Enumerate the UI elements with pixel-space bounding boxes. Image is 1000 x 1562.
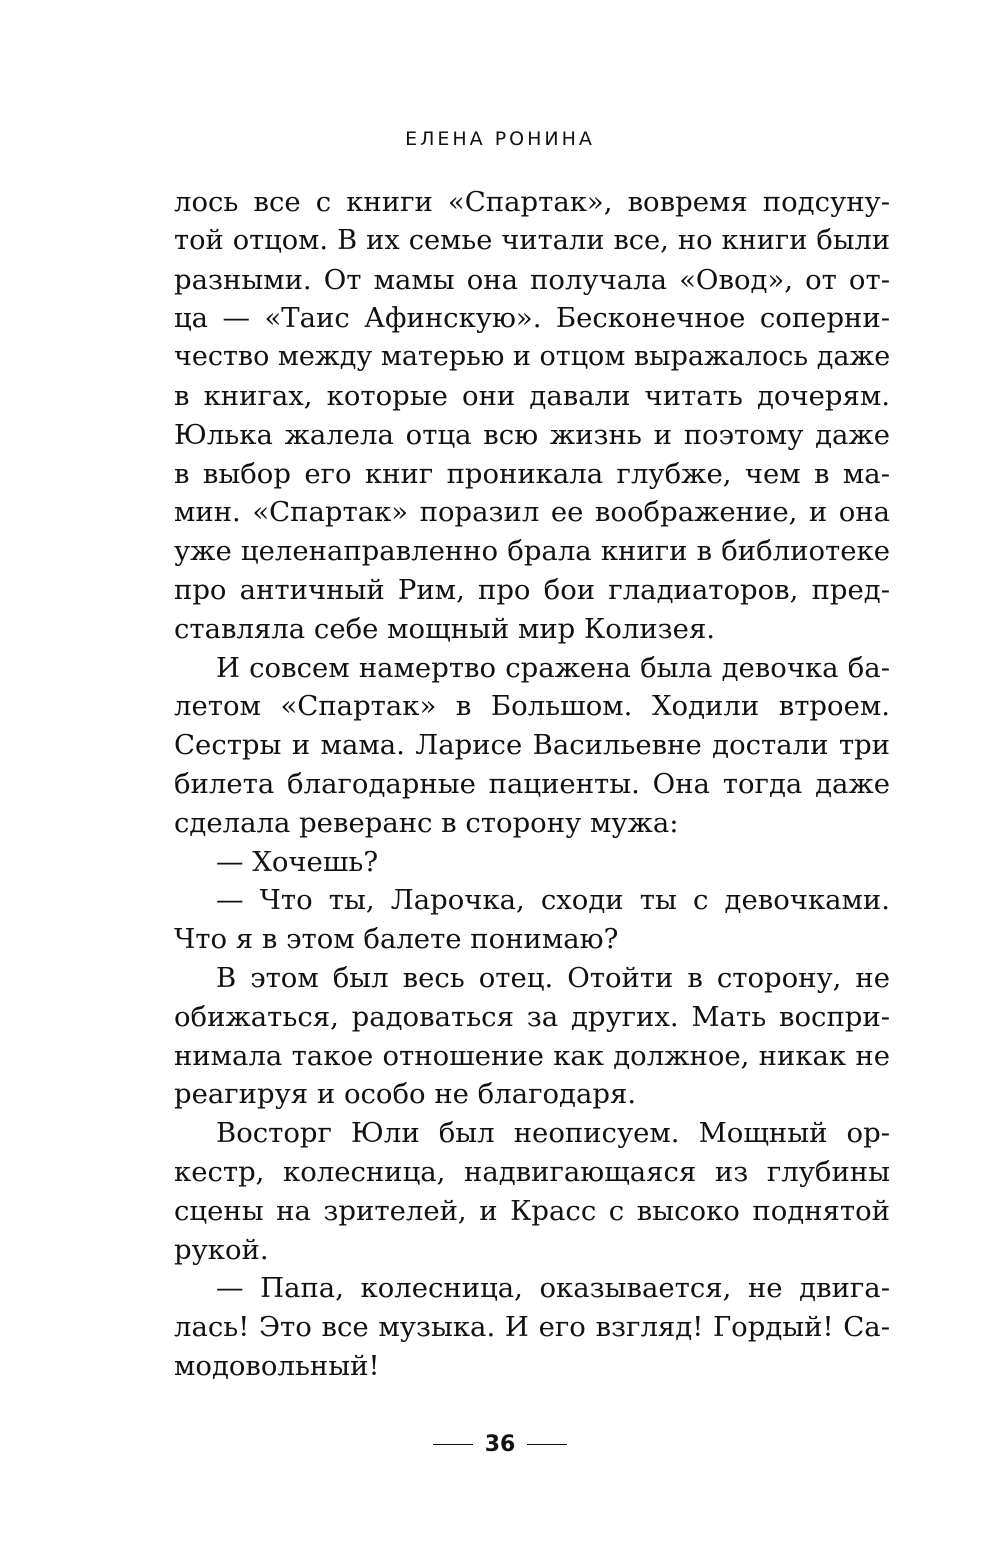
running-head: ЕЛЕНА РОНИНА [405, 128, 595, 150]
text-line: модовольный! [174, 1349, 380, 1382]
text-line: рукой. [174, 1233, 269, 1266]
text-line: Юлька жалела отца всю жизнь и поэтому даже [174, 418, 890, 451]
text-line: в выбор его книг проникала глубже, чем в ма- [174, 457, 890, 490]
page-footer [0, 1432, 1000, 1457]
text-line: лось все с книги «Спартак», вовремя подсуну- [174, 186, 890, 218]
text-line: сделала реверанс в сторону мужа: [174, 806, 679, 839]
text-line: реагируя и особо не благодаря. [174, 1078, 637, 1111]
text-line: сцены на зрителей, и Красс с высоко поднятой [174, 1194, 890, 1227]
text-line: лась! Это все музыка. И его взгляд! Гордый! Са- [174, 1311, 890, 1344]
text-line: уже целенаправленно брала книги в библиотеке [174, 535, 890, 568]
folio-rule-left [433, 1444, 473, 1445]
text-line: про античный Рим, про бои гладиаторов, пред- [174, 573, 890, 606]
text-line: обижаться, радоваться за других. Мать воспри- [174, 1000, 890, 1033]
text-line: разными. От мамы она получала «Овод», от от- [174, 263, 890, 296]
page-number: 36 [484, 1432, 516, 1457]
body-text [174, 183, 890, 1386]
text-line: — Папа, колесница, оказывается, не двига- [216, 1272, 890, 1305]
text-line: ставляла себе мощный мир Колизея. [174, 612, 716, 645]
text-line: — Что ты, Ларочка, сходи ты с девочками. [216, 884, 890, 917]
text-line: мин. «Спартак» поразил ее воображение, и она [174, 496, 890, 529]
text-line: Что я в этом балете понимаю? [174, 923, 619, 956]
text-line: кестр, колесница, надвигающаяся из глубины [174, 1155, 890, 1188]
text-line: — Хочешь? [216, 845, 379, 878]
text-line: В этом был весь отец. Отойти в сторону, не [216, 961, 890, 994]
text-line: ца — «Таис Афинскую». Бесконечное соперни- [174, 302, 890, 335]
text-line: чество между матерью и отцом выражалось даже [174, 341, 891, 373]
text-line: летом «Спартак» в Большом. Ходили втроем. [174, 690, 890, 723]
text-line: Сестры и мама. Ларисе Васильевне достали три [174, 729, 890, 762]
text-line: в книгах, которые они давали читать дочерям. [174, 379, 890, 412]
text-line: нимала такое отношение как должное, никак не [174, 1039, 890, 1072]
text-line: Восторг Юли был неописуем. Мощный ор- [216, 1117, 890, 1150]
text-line: И совсем намертво сражена была девочка ба- [216, 651, 890, 684]
text-line: той отцом. В их семье читали все, но книги были [174, 224, 890, 256]
text-line: билета благодарные пациенты. Она тогда даже [174, 767, 890, 800]
folio-rule-right [527, 1444, 567, 1445]
